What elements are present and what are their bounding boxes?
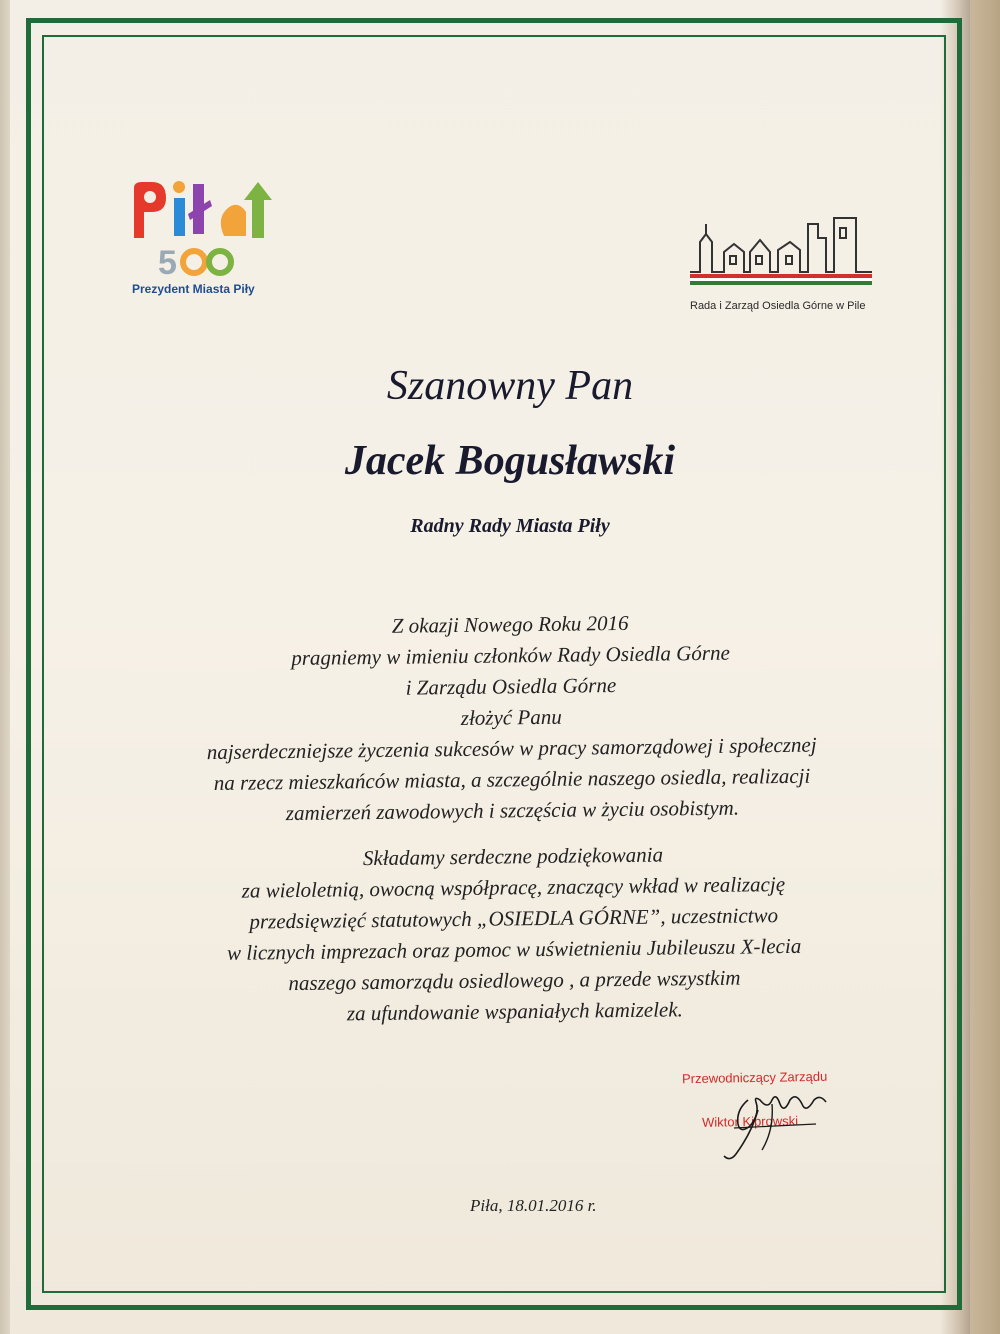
signature-name: Wiktor Kiprowski [701, 1113, 799, 1130]
pila-500-logo [128, 178, 278, 303]
body-line: pragniemy w imieniu członków Rady Osiedla Górne [291, 640, 730, 671]
body-line: na rzecz mieszkańców miasta, a szczególnie naszego osiedla, realizacji [213, 763, 811, 795]
body-line: przedsięwzięć statutowych „OSIEDLA GÓRNE”, uczestnictwo [249, 903, 779, 934]
recipient-name: Jacek Bogusławski [344, 438, 676, 484]
body-line: najserdeczniejsze życzenia sukcesów w pracy samorządowej i społecznej [206, 732, 817, 765]
certificate-date: Piła, 18.01.2016 r. [470, 1196, 597, 1215]
greeting-heading: Szanowny Pan [386, 363, 634, 409]
body-line: i Zarządu Osiedla Górne [405, 673, 617, 700]
body-line: złożyć Panu [460, 704, 562, 730]
pila-500-logo-graphic [128, 178, 278, 283]
body-line: Z okazji Nowego Roku 2016 [391, 610, 629, 638]
osiedle-gorne-skyline-graphic [686, 208, 881, 288]
signature-stamp [676, 1070, 876, 1170]
body-line: w licznych imprezach oraz pomoc w uświetnieniu Jubileuszu X-lecia [226, 933, 802, 965]
body-line: Składamy serdeczne podziękowania [362, 842, 664, 871]
body-line: za ufundowanie wspaniałych kamizelek. [346, 997, 683, 1026]
osiedle-logo-caption: Rada i Zarząd Osiedla Górne w Pile [690, 300, 866, 312]
svg-text:5: 5 [158, 244, 177, 282]
certificate-body [130, 605, 895, 1032]
pila-logo-caption: Prezydent Miasta Piły [132, 282, 255, 296]
body-line: zamierzeń zawodowych i szczęścia w życiu osobistym. [285, 795, 740, 826]
osiedle-gorne-logo [686, 208, 881, 323]
recipient-role: Radny Rady Miasta Piły [410, 515, 610, 537]
body-line: naszego samorządu osiedlowego , a przede wszystkim [288, 965, 741, 996]
signature-title: Przewodniczący Zarządu [681, 1068, 828, 1087]
body-line: za wieloletnią, owocną współpracę, znaczący wkład w realizację [241, 872, 786, 903]
handwritten-signature [676, 1070, 876, 1170]
